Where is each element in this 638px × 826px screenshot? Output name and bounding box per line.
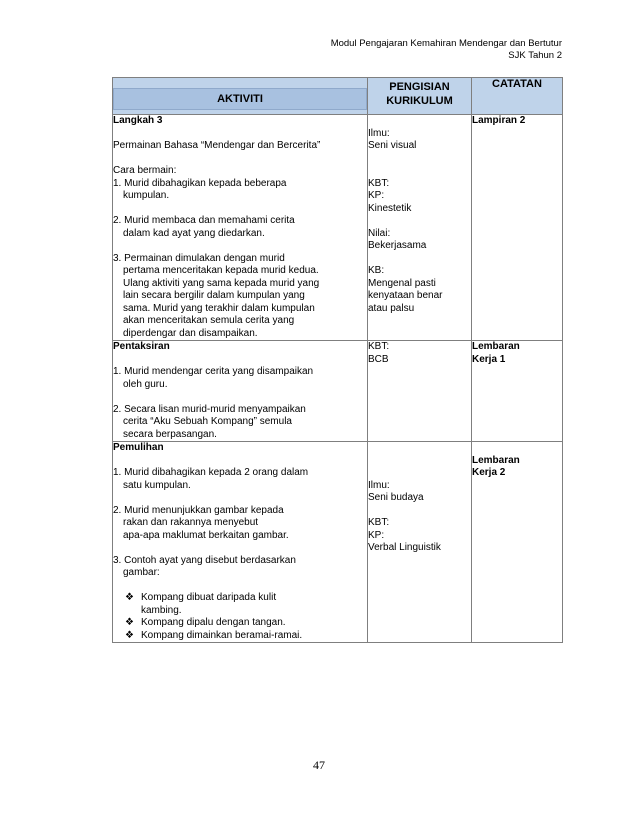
row-title: Pentaksiran bbox=[113, 341, 170, 352]
document-header bbox=[331, 38, 562, 62]
column-header-catatan: CATATAN bbox=[472, 78, 563, 115]
table-row bbox=[113, 442, 563, 643]
list-item: ❖ Kompang dipalu dengan tangan. bbox=[125, 617, 286, 628]
row-title: Langkah 3 bbox=[113, 115, 163, 126]
step-list: 1. Murid dibahagikan kepada beberapa kumpulan. 2. Murid membaca dan memahami cerita dalam kad ayat yang diedarkan. 3. Permainan dimulakan dengan murid pertama menceritakan kepada murid kedua. Ulang aktiviti yang sama kepada murid yang lain secara bergilir dalam kumpulan yang sama. Murid yang terakhir dalam kumpulan akan menceritakan semula cerita yang diperdengar dan disampaikan. bbox=[113, 177, 320, 339]
column-header-pengisian-kurikulum: PENGISIAN KURIKULUM bbox=[368, 78, 472, 115]
activity-name: Permainan Bahasa “Mendengar dan Bercerita” bbox=[113, 140, 321, 151]
curriculum-cell: Ilmu: Seni visual KBT: KP: Kinestetik Nilai: Bekerjasama KB: Mengenal pasti kenyataan benar atau palsu bbox=[368, 115, 472, 341]
diamond-bullet-icon: ❖ bbox=[125, 629, 134, 641]
diamond-bullet-icon: ❖ bbox=[125, 617, 134, 628]
notes-cell: Lampiran 2 bbox=[472, 115, 563, 341]
activity-cell: Pentaksiran 1. Murid mendengar cerita yang disampaikan oleh guru. 2. Secara lisan murid-murid menyampaikan cerita “Aku Sebuah Kompang” semula secara berpasangan. bbox=[113, 341, 368, 442]
table-row bbox=[113, 341, 563, 442]
list-item: ❖ Kompang dimainkan beramai-ramai. bbox=[125, 629, 303, 641]
lesson-table bbox=[112, 77, 563, 643]
curriculum-cell: KBT: BCB bbox=[368, 341, 472, 442]
row-title: Pemulihan bbox=[113, 442, 164, 453]
column-header-aktiviti: AKTIVITI bbox=[113, 78, 368, 115]
header-subtitle: SJK Tahun 2 bbox=[508, 50, 562, 61]
how-to-play-label: Cara bermain: bbox=[113, 165, 177, 176]
list-item: ❖ Kompang dibuat daripada kulit kambing. bbox=[125, 592, 277, 616]
activity-cell: Pemulihan 1. Murid dibahagikan kepada 2 orang dalam satu kumpulan. 2. Murid menunjukkan gambar kepada rakan dan rakannya menyebut apa-apa maklumat berkaitan gambar. 3. Contoh ayat yang disebut berdasarkan gambar: ❖ Kompang dibuat daripada kulit kambing. ❖ Kompang dipalu dengan tangan. ❖ Kompang dimainkan beramai-ramai. bbox=[113, 442, 368, 643]
header-title: Modul Pengajaran Kemahiran Mendengar dan Bertutur bbox=[330, 38, 562, 49]
notes-cell: Lembaran Kerja 1 bbox=[472, 341, 563, 442]
curriculum-cell: Ilmu: Seni budaya KBT: KP: Verbal Linguistik bbox=[368, 442, 472, 643]
activity-cell bbox=[113, 115, 368, 341]
page-number: 47 bbox=[313, 758, 325, 772]
table-header-row bbox=[113, 78, 563, 115]
diamond-bullet-icon: ❖ bbox=[125, 592, 134, 603]
notes-cell: Lembaran Kerja 2 bbox=[472, 442, 563, 643]
table-row bbox=[113, 115, 563, 341]
example-sentence-list bbox=[113, 592, 367, 642]
